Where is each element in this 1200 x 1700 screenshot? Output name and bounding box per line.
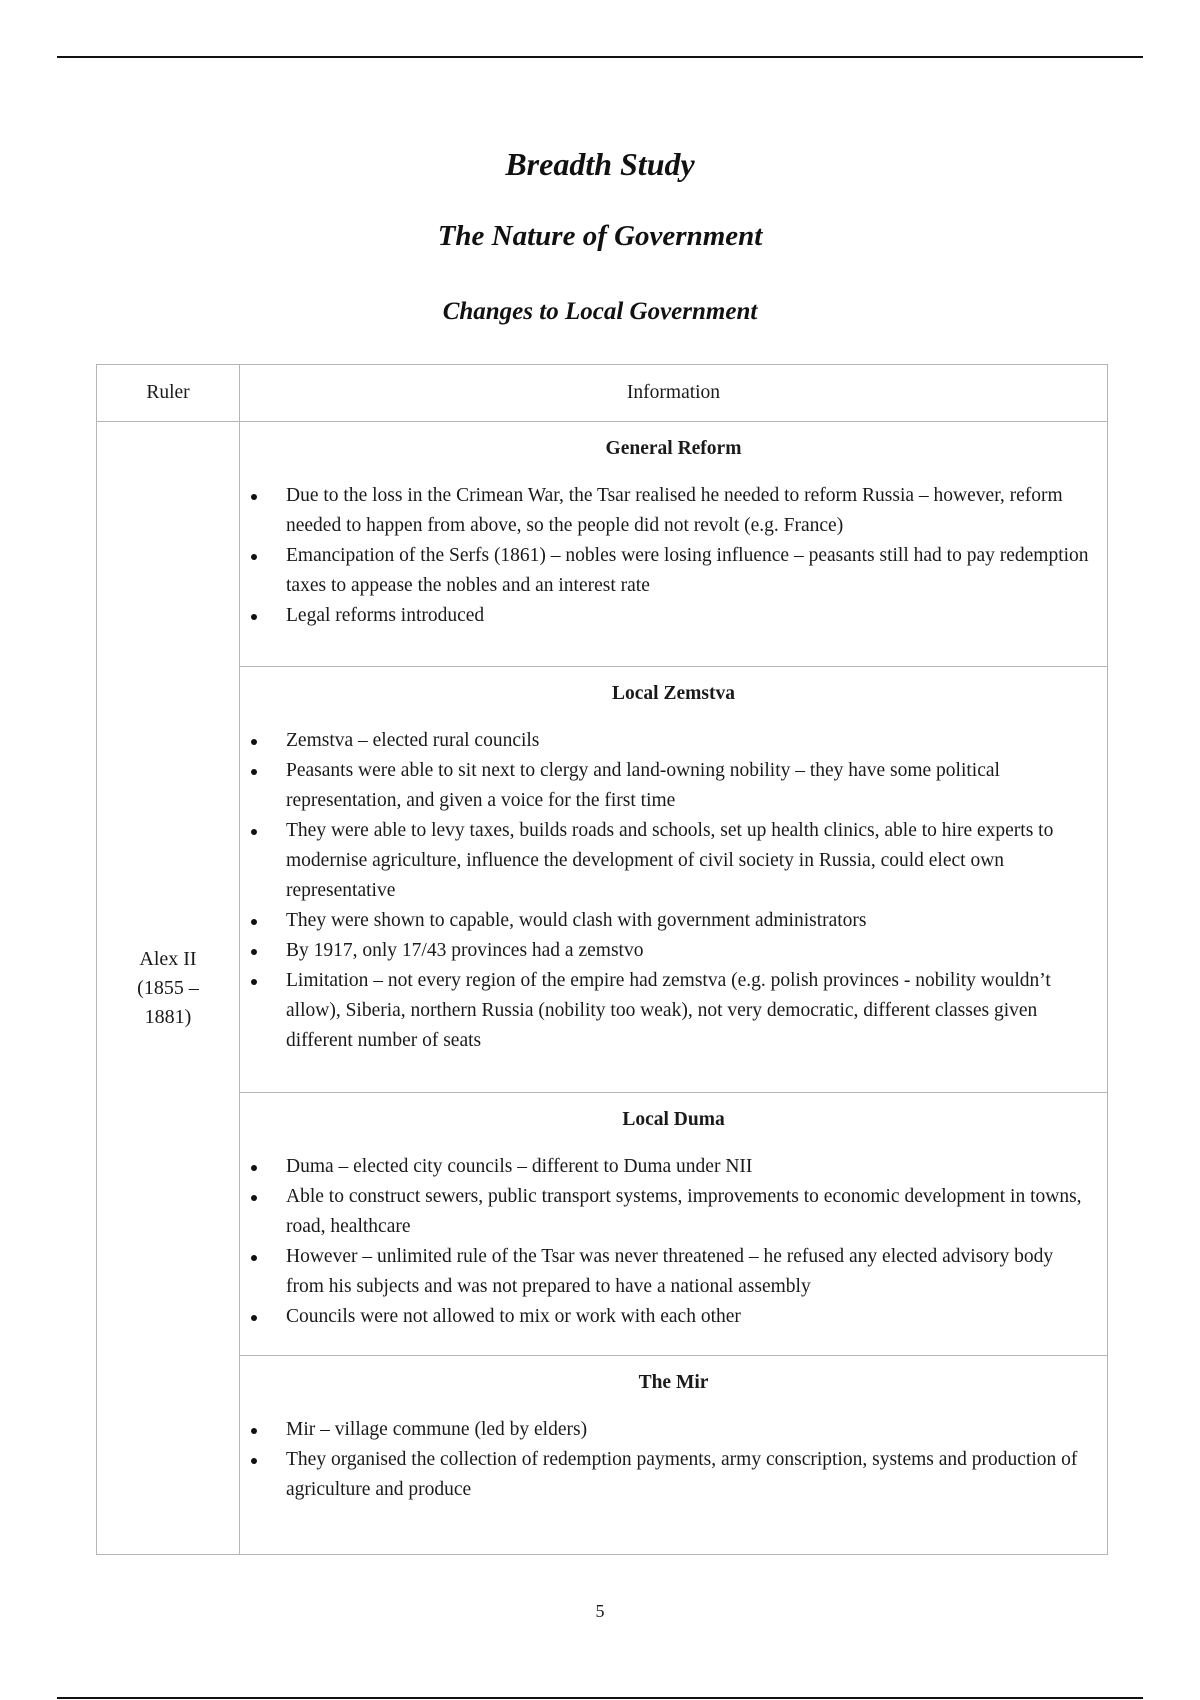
section-title: Local Zemstva: [612, 683, 735, 704]
list-item: By 1917, only 17/43 provinces had a zemstvo: [240, 936, 1095, 966]
section-heading: Changes to Local Government: [442, 298, 758, 325]
list-item: Zemstva – elected rural councils: [240, 726, 1095, 756]
list-item: Emancipation of the Serfs (1861) – nobles were losing influence – peasants still had to pay redemption taxes to appease the nobles and an interest rate: [240, 541, 1095, 601]
list-item: Limitation – not every region of the empire had zemstva (e.g. polish provinces - nobility wouldn’t allow), Siberia, northern Russia (nobility too weak), not very democratic, different classes given different number of seats: [240, 966, 1095, 1056]
page-number: 5: [595, 1601, 605, 1621]
column-header-information: Information: [240, 365, 1108, 422]
list-item: Able to construct sewers, public transport systems, improvements to economic development in towns, road, healthcare: [240, 1182, 1095, 1242]
list-item: They were shown to capable, would clash with government administrators: [240, 906, 1095, 936]
bullet-list: [240, 726, 1107, 1056]
list-item: Councils were not allowed to mix or work with each other: [240, 1302, 1095, 1332]
ruler-years-start: (1855 –: [137, 976, 199, 999]
bottom-rule: [57, 1697, 1143, 1699]
section-title: General Reform: [605, 438, 742, 459]
ruler-years-end: 1881): [144, 1005, 192, 1028]
section-local-duma: [240, 1093, 1108, 1356]
ruler-information-table: [96, 364, 1108, 1555]
list-item: Duma – elected city councils – different to Duma under NII: [240, 1152, 1095, 1182]
table-row: [97, 422, 1108, 667]
list-item: Legal reforms introduced: [240, 601, 1095, 631]
section-local-zemstva: [240, 667, 1108, 1093]
bullet-list: [240, 1152, 1107, 1332]
table-row: [97, 1356, 1108, 1555]
table-row: [97, 1093, 1108, 1356]
table-row: [97, 667, 1108, 1093]
bullet-list: [240, 481, 1107, 631]
list-item: They organised the collection of redemption payments, army conscription, systems and production of agriculture and produce: [240, 1445, 1095, 1505]
top-rule: [57, 56, 1143, 58]
column-header-ruler: Ruler: [97, 365, 240, 422]
ruler-name: Alex II: [139, 947, 197, 970]
bullet-list: [240, 1415, 1107, 1505]
page-subtitle: The Nature of Government: [437, 220, 763, 252]
section-title: Local Duma: [622, 1109, 725, 1130]
section-the-mir: [240, 1356, 1108, 1555]
page-title: Breadth Study: [505, 146, 695, 182]
section-title: The Mir: [638, 1372, 709, 1393]
section-general-reform: [240, 422, 1108, 667]
ruler-cell: [97, 422, 240, 1555]
table-header-row: [97, 365, 1108, 422]
list-item: They were able to levy taxes, builds roads and schools, set up health clinics, able to hire experts to modernise agriculture, influence the development of civil society in Russia, could elect own representative: [240, 816, 1095, 906]
list-item: Due to the loss in the Crimean War, the Tsar realised he needed to reform Russia – however, reform needed to happen from above, so the people did not revolt (e.g. France): [240, 481, 1095, 541]
list-item: Peasants were able to sit next to clergy and land-owning nobility – they have some political representation, and given a voice for the first time: [240, 756, 1095, 816]
list-item: Mir – village commune (led by elders): [240, 1415, 1095, 1445]
list-item: However – unlimited rule of the Tsar was never threatened – he refused any elected advisory body from his subjects and was not prepared to have a national assembly: [240, 1242, 1095, 1302]
